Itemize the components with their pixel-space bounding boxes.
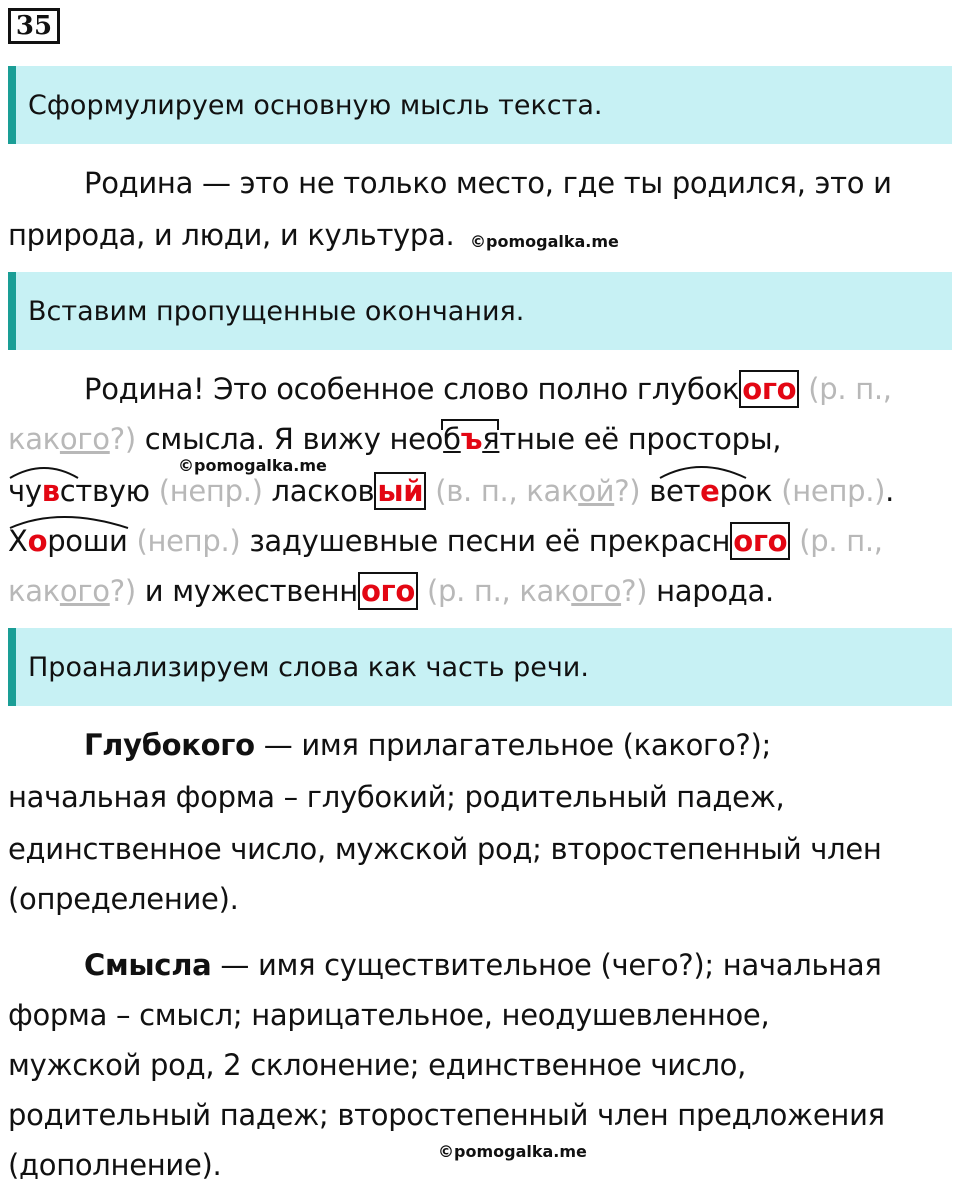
hint-underlined: ого bbox=[571, 574, 622, 608]
analysis-1-line-4: (определение). bbox=[8, 882, 239, 916]
text-line-1 bbox=[84, 372, 892, 406]
hint-a: (р. п., как bbox=[426, 574, 572, 608]
prefix-end: б bbox=[443, 422, 461, 456]
hint: (непр.) bbox=[136, 524, 241, 558]
main-idea-line-2: природа, и люди, и культура. bbox=[8, 218, 455, 252]
header-analyze bbox=[8, 628, 952, 706]
analysis-2-line-1 bbox=[84, 948, 882, 982]
analyzed-word: Смысла bbox=[84, 948, 212, 982]
main-idea-line-1: Родина — это не только место, где ты родился, это и bbox=[84, 166, 892, 200]
hard-sign: ъ bbox=[460, 422, 483, 456]
letter-ya: я bbox=[482, 422, 500, 456]
root-end: роши bbox=[47, 524, 128, 558]
hint: (непр.) bbox=[781, 474, 886, 508]
task-number: 35 bbox=[8, 8, 60, 44]
hint-underlined: ого bbox=[59, 422, 110, 456]
hint: (р. п., bbox=[808, 372, 892, 406]
watermark: ©pomogalka.me bbox=[178, 456, 327, 475]
header-insert-endings-text: Вставим пропущенные окончания. bbox=[28, 295, 525, 327]
analysis-2-line-5: (дополнение). bbox=[8, 1148, 222, 1182]
word-stem: ласков bbox=[271, 474, 375, 508]
vowel-letter: о bbox=[27, 524, 48, 558]
ending-box: ый bbox=[374, 472, 426, 510]
hint-b: ?) bbox=[109, 574, 136, 608]
header-analyze-text: Проанализируем слова как часть речи. bbox=[28, 651, 589, 683]
text-line-3 bbox=[8, 474, 894, 508]
hint-underlined: ого bbox=[59, 574, 110, 608]
text-fragment: задушевные песни её прекрасн bbox=[249, 524, 731, 558]
header-insert-endings bbox=[8, 272, 952, 350]
text-fragment: тные её просторы, bbox=[499, 422, 782, 456]
hint-b: ?) bbox=[621, 574, 648, 608]
hint-a: (в. п., как bbox=[435, 474, 579, 508]
header-main-idea bbox=[8, 66, 952, 144]
vowel-letter: е bbox=[700, 474, 720, 508]
watermark: ©pomogalka.me bbox=[470, 232, 619, 251]
ending-box: ого bbox=[358, 572, 418, 610]
unpronounced-letter: в bbox=[41, 474, 60, 508]
analysis-2-line-3: мужской род, 2 склонение; единственное число, bbox=[8, 1048, 747, 1082]
ending-box: ого bbox=[730, 522, 790, 560]
period: . bbox=[885, 474, 895, 508]
text-line-4 bbox=[8, 524, 883, 558]
hint-a: как bbox=[8, 422, 60, 456]
text-fragment: народа. bbox=[656, 574, 774, 608]
hint-underlined: ой bbox=[578, 474, 615, 508]
header-main-idea-text: Сформулируем основную мысль текста. bbox=[28, 89, 603, 121]
analysis-2-line-2: форма – смысл; нарицательное, неодушевленное, bbox=[8, 998, 770, 1032]
text-fragment: и мужественн bbox=[144, 574, 358, 608]
root-start: чу bbox=[8, 474, 42, 508]
ending-box: ого bbox=[739, 370, 799, 408]
analyzed-word: Глубокого bbox=[84, 728, 255, 762]
analysis-text: — имя прилагательное (какого?); bbox=[263, 728, 771, 762]
text-line-5 bbox=[8, 574, 774, 608]
root-end: ствую bbox=[59, 474, 150, 508]
watermark: ©pomogalka.me bbox=[438, 1142, 587, 1161]
analysis-1-line-2: начальная форма – глубокий; родительный падеж, bbox=[8, 780, 785, 814]
hint-b: ?) bbox=[109, 422, 136, 456]
analysis-text: — имя существительное (чего?); начальная bbox=[220, 948, 882, 982]
hint: (р. п., bbox=[799, 524, 883, 558]
hint-b: ?) bbox=[614, 474, 641, 508]
text-fragment: Родина! Это особенное слово полно глубок bbox=[84, 372, 740, 406]
hint-a: как bbox=[8, 574, 60, 608]
analysis-1-line-1 bbox=[84, 728, 771, 762]
text-fragment: смысла. Я вижу нео bbox=[144, 422, 444, 456]
root-end: рок bbox=[719, 474, 773, 508]
analysis-1-line-3: единственное число, мужской род; второстепенный член bbox=[8, 832, 882, 866]
root-start: вет bbox=[649, 474, 701, 508]
analysis-2-line-4: родительный падеж; второстепенный член предложения bbox=[8, 1098, 885, 1132]
root-start: Х bbox=[8, 524, 28, 558]
hint: (непр.) bbox=[158, 474, 263, 508]
text-line-2 bbox=[8, 422, 781, 456]
